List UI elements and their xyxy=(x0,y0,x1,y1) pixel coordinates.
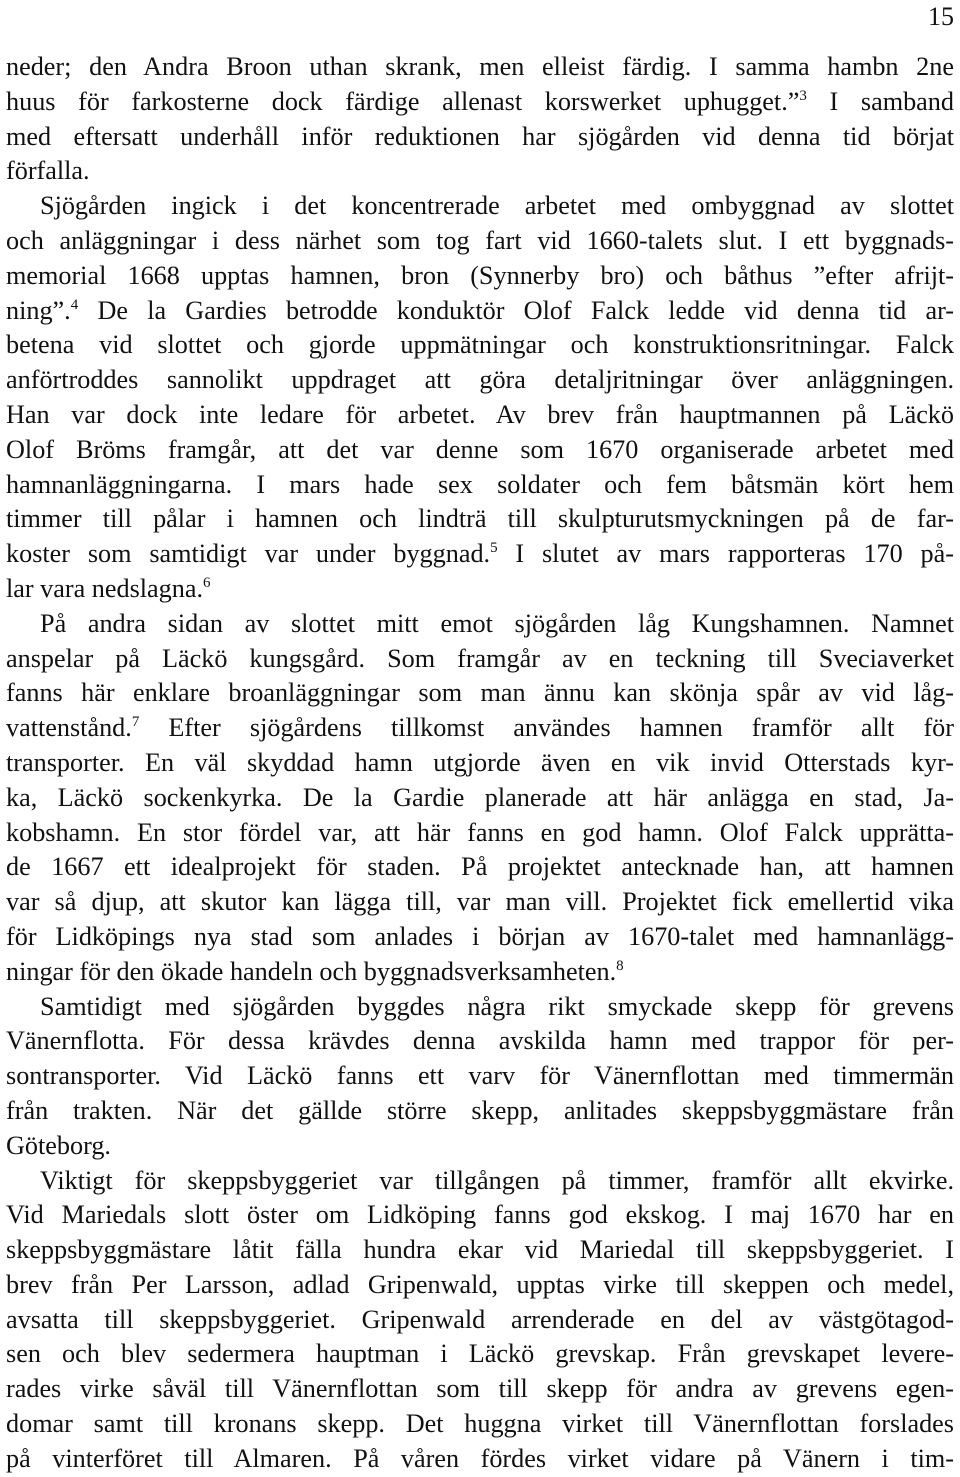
text-line xyxy=(6,328,954,363)
footnote-reference: 6 xyxy=(203,574,211,591)
text-line xyxy=(6,676,954,711)
line-text: med eftersatt underhåll inför reduktionen har sjögården vid denna tid börjat xyxy=(6,121,954,151)
text-line xyxy=(6,1129,954,1164)
line-text: sen och blev sedermera hauptman i Läckö grevskap. Från grevskapet levere- xyxy=(6,1339,954,1369)
line-text: memorial 1668 upptas hamnen, bron (Synnerby bro) och båthus ”efter afrijt- xyxy=(6,260,954,290)
text-line xyxy=(6,1059,954,1094)
text-line xyxy=(6,1268,954,1303)
line-text: Olof Bröms framgår, att det var denne som 1670 organiserade arbetet med xyxy=(6,434,954,464)
text-line xyxy=(6,294,954,329)
text-line xyxy=(6,259,954,294)
line-text: Göteborg. xyxy=(6,1130,111,1160)
line-text: koster som samtidigt var under byggnad. xyxy=(6,539,491,569)
footnote-reference: 5 xyxy=(490,540,498,557)
text-line xyxy=(6,711,954,746)
text-line xyxy=(6,1094,954,1129)
line-text: ka, Läckö sockenkyrka. De la Gardie planerade att här anlägga en stad, Ja- xyxy=(6,782,954,812)
footnote-reference: 3 xyxy=(799,87,807,104)
line-text-continued: Efter sjögårdens tillkomst användes hamnen framför allt för xyxy=(139,713,954,743)
text-line xyxy=(6,363,954,398)
line-text: timmer till pålar i hamnen och lindträ till skulpturutsmyckningen på de far- xyxy=(6,504,954,534)
text-line xyxy=(6,990,954,1025)
line-text-continued: De la Gardies betrodde konduktör Olof Falck ledde vid denna tid ar- xyxy=(78,295,954,325)
text-line xyxy=(6,1233,954,1268)
line-text: lar vara nedslagna. xyxy=(6,573,204,603)
line-text: Sjögården ingick i det koncentrerade arbetet med ombyggnad av slottet xyxy=(40,191,954,221)
line-text: Viktigt för skeppsbyggeriet var tillgången på timmer, framför allt ekvirke. xyxy=(40,1165,954,1195)
text-line xyxy=(6,816,954,851)
body-text xyxy=(6,50,954,1477)
text-line xyxy=(6,781,954,816)
line-text: Vänernflotta. För dessa krävdes denna avskilda hamn med trappor för per- xyxy=(6,1026,954,1056)
text-line xyxy=(6,1303,954,1338)
text-line xyxy=(6,50,954,85)
line-text: för Lidköpings nya stad som anlades i början av 1670-talet med hamnanlägg- xyxy=(6,921,954,951)
line-text-continued: I slutet av mars rapporteras 170 på- xyxy=(497,539,954,569)
line-text-continued: I samband xyxy=(806,86,954,116)
line-text: från trakten. När det gällde större skepp, anlitades skeppsbyggmästare från xyxy=(6,1095,954,1125)
text-line xyxy=(6,1407,954,1442)
line-text: transporter. En väl skyddad hamn utgjorde även en vik invid Otterstads kyr- xyxy=(6,747,954,777)
text-line xyxy=(6,1024,954,1059)
text-line xyxy=(6,85,954,120)
text-line xyxy=(6,850,954,885)
line-text: och anläggningar i dess närhet som tog fart vid 1660-talets slut. I ett byggnads- xyxy=(6,225,954,255)
text-line xyxy=(6,607,954,642)
line-text: brev från Per Larsson, adlad Gripenwald, upptas virke till skeppen och medel, xyxy=(6,1269,954,1299)
footnote-reference: 7 xyxy=(131,714,140,731)
line-text: ningar för den ökade handeln och byggnadsverksamheten. xyxy=(6,956,617,986)
text-line xyxy=(6,189,954,224)
footnote-reference: 4 xyxy=(70,296,79,313)
text-line xyxy=(6,224,954,259)
line-text: rades virke såväl till Vänernflottan som till skepp för andra av grevens egen- xyxy=(6,1374,954,1404)
text-line xyxy=(6,1164,954,1199)
line-text: Samtidigt med sjögården byggdes några rikt smyckade skepp för grevens xyxy=(40,991,954,1021)
text-line xyxy=(6,1372,954,1407)
line-text: på vinterföret till Almaren. På våren fördes virket vidare på Vänern i tim- xyxy=(6,1443,954,1473)
text-line xyxy=(6,955,954,990)
line-text: sontransporter. Vid Läckö fanns ett varv för Vänernflottan med timmermän xyxy=(6,1061,954,1091)
text-line xyxy=(6,885,954,920)
line-text: betena vid slottet och gjorde uppmätningar och konstruktionsritningar. Falck xyxy=(6,330,954,360)
line-text: förfalla. xyxy=(6,156,90,186)
line-text: domar samt till kronans skepp. Det huggna virket till Vänernflottan forslades xyxy=(6,1409,954,1439)
line-text: Vid Mariedals slott öster om Lidköping fanns god ekskog. I maj 1670 har en xyxy=(6,1200,954,1230)
text-line xyxy=(6,398,954,433)
text-line xyxy=(6,1198,954,1233)
text-line xyxy=(6,642,954,677)
text-line xyxy=(6,746,954,781)
page-number: 15 xyxy=(928,2,954,31)
text-line xyxy=(6,572,954,607)
text-line xyxy=(6,920,954,955)
line-text: skeppsbyggmästare låtit fälla hundra ekar vid Mariedal till skeppsbyggeriet. I xyxy=(6,1235,954,1265)
text-line xyxy=(6,468,954,503)
line-text: huus för farkosterne dock färdige allenast korswerket uphugget.” xyxy=(6,86,800,116)
text-line xyxy=(6,537,954,572)
text-line xyxy=(6,433,954,468)
text-line xyxy=(6,502,954,537)
line-text: hamnanläggningarna. I mars hade sex soldater och fem båtsmän kört hem xyxy=(6,469,954,499)
line-text: de 1667 ett idealprojekt för staden. På projektet antecknade han, att hamnen xyxy=(6,852,954,882)
line-text: kobshamn. En stor fördel var, att här fanns en god hamn. Olof Falck upprätta- xyxy=(6,817,954,847)
line-text: Han var dock inte ledare för arbetet. Av brev från hauptmannen på Läckö xyxy=(6,399,954,429)
text-line xyxy=(6,1442,954,1477)
line-text: ning”. xyxy=(6,295,71,325)
line-text: anspelar på Läckö kungsgård. Som framgår av en teckning till Sveciaverket xyxy=(6,643,954,673)
line-text: fanns här enklare broanläggningar som man ännu kan skönja spår av vid låg- xyxy=(6,678,954,708)
text-line xyxy=(6,1337,954,1372)
line-text: neder; den Andra Broon uthan skrank, men elleist färdig. I samma hambn 2ne xyxy=(6,52,954,81)
text-line xyxy=(6,154,954,189)
text-line xyxy=(6,120,954,155)
line-text: avsatta till skeppsbyggeriet. Gripenwald arrenderade en del av västgötagod- xyxy=(6,1304,954,1334)
line-text: vattenstånd. xyxy=(6,713,132,743)
line-text: var så djup, att skutor kan lägga till, var man vill. Projektet fick emellertid vika xyxy=(6,887,954,917)
footnote-reference: 8 xyxy=(616,957,624,974)
line-text: anförtroddes sannolikt uppdraget att göra detaljritningar över anläggningen. xyxy=(6,365,954,395)
line-text: På andra sidan av slottet mitt emot sjögården låg Kungshamnen. Namnet xyxy=(40,608,954,638)
